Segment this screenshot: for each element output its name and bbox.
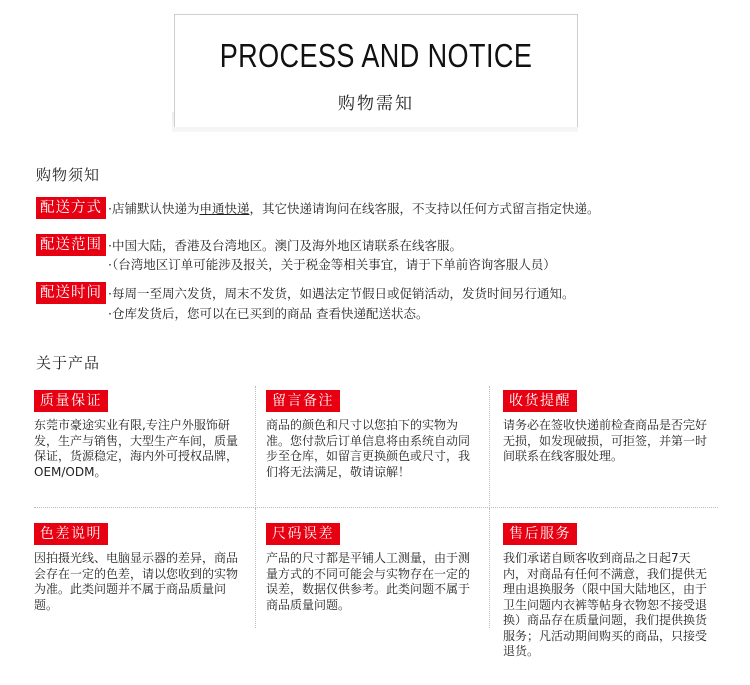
card-color-difference bbox=[34, 523, 244, 613]
tag-delivery-method: 配送方式 bbox=[36, 197, 106, 219]
card-body: 因拍摄光线、电脑显示器的差异，商品会存在一定的色差，请以您收到的实物为准。此类问题并不属于商品质量问题。 bbox=[34, 551, 239, 612]
tag-delivery-range: 配送范围 bbox=[36, 234, 106, 256]
card-tag: 收货提醒 bbox=[503, 390, 577, 412]
card-tag: 质量保证 bbox=[34, 390, 108, 412]
card-tag: 售后服务 bbox=[503, 523, 577, 545]
card-after-sales bbox=[503, 523, 713, 660]
card-tag: 尺码误差 bbox=[266, 523, 340, 545]
section-title-shopping-notice: 购物须知 bbox=[36, 166, 101, 184]
notice-delivery-range-line1: ·中国大陆，香港及台湾地区。澳门及海外地区请联系在线客服。 bbox=[108, 238, 462, 253]
notice-delivery-time-line2: ·仓库发货后，您可以在已买到的商品 查看快递配送状态。 bbox=[108, 306, 429, 321]
grid-divider bbox=[489, 508, 490, 628]
card-receipt-reminder bbox=[503, 390, 713, 465]
card-body: 我们承诺自顾客收到商品之日起7天内，对商品有任何不满意，我们提供无理由退换服务（限中国大陆地区，由于卫生问题内衣裤等帖身衣物恕不接受退换）商品存在质量问题，我们提供换货服务；凡活动期间购买的商品，只接受退货。 bbox=[503, 551, 708, 658]
grid-divider bbox=[255, 508, 256, 628]
card-body: 产品的尺寸都是平铺人工测量，由于测量方式的不同可能会与实物存在一定的误差，数据仅供参考。此类问题不属于商品质量问题。 bbox=[266, 551, 471, 612]
underlined-courier-name: 申通快递 bbox=[199, 201, 250, 216]
notice-delivery-method-text: ·店铺默认快递为申通快递，其它快递请询问在线客服，不支持以任何方式留言指定快递。 bbox=[108, 201, 600, 216]
notice-row-delivery-range bbox=[36, 234, 462, 256]
notice-row-delivery-time bbox=[36, 282, 574, 304]
card-body: 东莞市豪途实业有限,专注户外服饰研发，生产与销售，大型生产车间，质量保证，货源稳定，海内外可授权品牌，OEM/ODM。 bbox=[34, 418, 239, 479]
tag-delivery-time: 配送时间 bbox=[36, 282, 106, 304]
page-title: PROCESS AND NOTICE bbox=[219, 37, 533, 74]
card-body: 请务必在签收快递前检查商品是否完好无损，如发现破损，可拒签，并第一时间联系在线客服处理。 bbox=[503, 418, 708, 463]
grid-divider bbox=[489, 386, 490, 506]
notice-row-delivery-method bbox=[36, 197, 600, 219]
card-tag: 色差说明 bbox=[34, 523, 108, 545]
card-body: 商品的颜色和尺寸以您拍下的实物为准。您付款后订单信息将由系统自动同步至仓库，如留言更换颜色或尺寸，我们将无法满足，敬请谅解！ bbox=[266, 418, 471, 479]
notice-delivery-range-line2: ·（台湾地区订单可能涉及报关，关于税金等相关事宜，请于下单前咨询客服人员） bbox=[108, 257, 556, 272]
card-tag: 留言备注 bbox=[266, 390, 340, 412]
section-title-about-product: 关于产品 bbox=[36, 354, 101, 372]
grid-divider bbox=[34, 507, 718, 508]
card-order-remarks bbox=[266, 390, 476, 480]
grid-divider bbox=[255, 386, 256, 506]
card-size-error bbox=[266, 523, 476, 613]
card-quality-guarantee bbox=[34, 390, 244, 480]
header-box bbox=[174, 14, 578, 127]
page-subtitle: 购物需知 bbox=[338, 94, 414, 114]
notice-delivery-time-line1: ·每周一至周六发货，周末不发货，如遇法定节假日或促销活动，发货时间另行通知。 bbox=[108, 286, 575, 301]
